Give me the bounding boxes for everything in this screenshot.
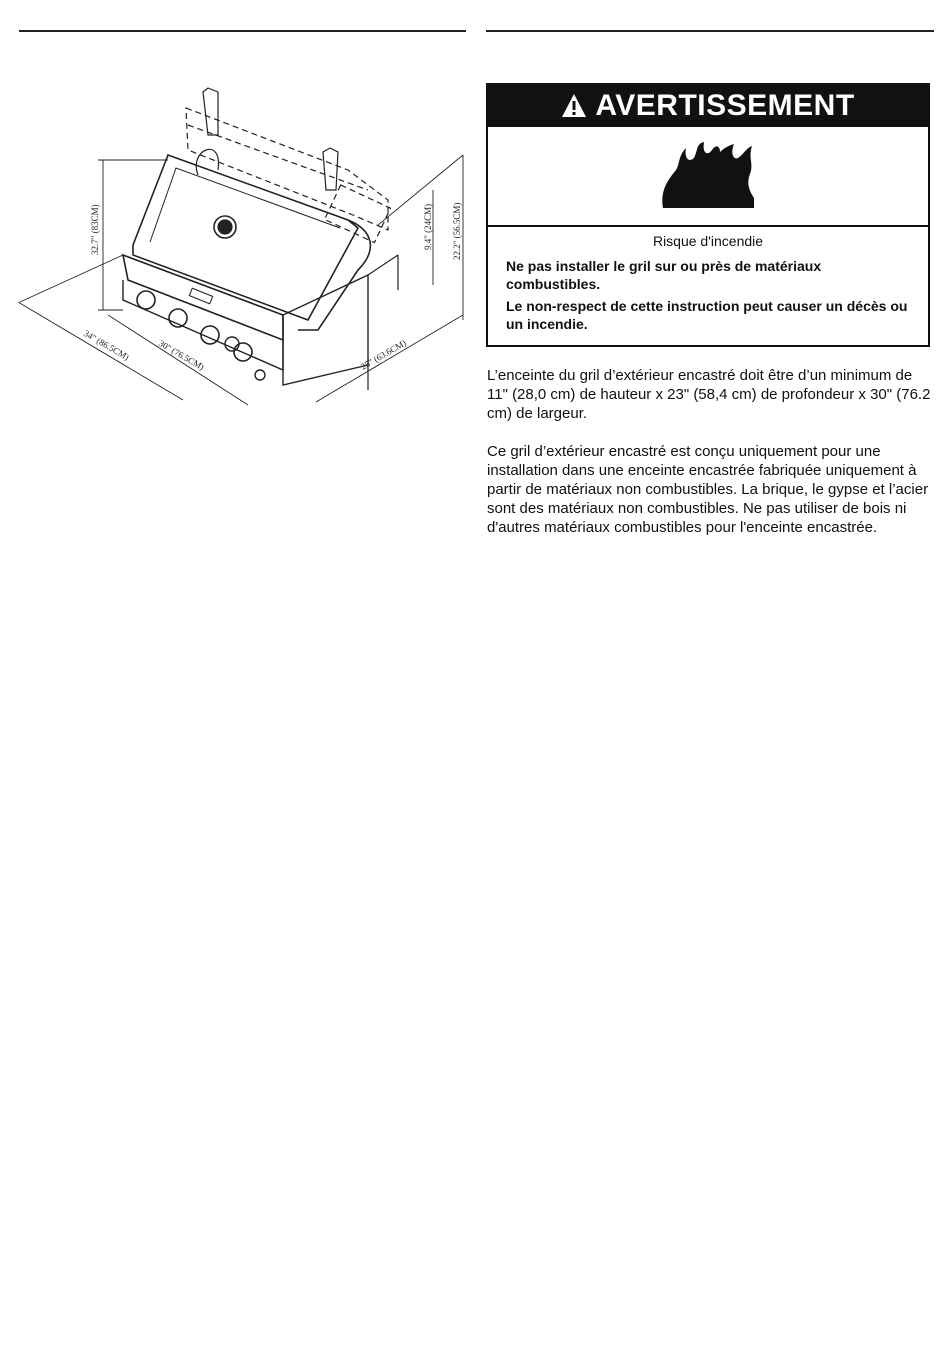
dim-height-lid: 9.4" (24CM) (423, 203, 433, 250)
dim-height-back: 22.2" (56.5CM) (452, 202, 462, 260)
top-rule-right (486, 30, 934, 32)
fire-icon (658, 140, 758, 212)
grill-dimension-diagram (18, 80, 478, 410)
warning-box (486, 83, 930, 347)
dim-height-total: 32.7" (83CM) (90, 204, 100, 255)
enclosure-size-paragraph: L’enceinte du gril d’extérieur encastré doit être d’un minimum de 11" (28,0 cm) de hauteur x 23" (58,4 cm) de profondeur x 30" (76.2 cm) de largeur. (487, 367, 931, 422)
top-rule-left (19, 30, 466, 32)
noncombustible-paragraph: Ce gril d’extérieur encastré est conçu uniquement pour une installation dans une enceinte encastrée fabriquée uniquement à partir de matériaux non combustibles. La brique, le gypse et l’acier sont des matériaux non combustibles. Ne pas utiliser de bois ni d'autres matériaux combustibles pour l'enceinte encastrée. (487, 443, 929, 536)
dim-width-body: 30" (76.5CM) (157, 338, 206, 373)
warning-title: AVERTISSEMENT (595, 89, 855, 122)
warning-triangle-icon (561, 93, 587, 119)
dim-width-total: 34" (86.5CM) (82, 328, 131, 363)
dim-depth: 25" (63.6CM) (359, 337, 408, 372)
warning-header (488, 85, 928, 127)
warning-line-2: Le non-respect de cette instruction peut causer un décès ou un incendie. (506, 298, 908, 332)
flame-area (488, 127, 928, 227)
risk-title: Risque d'incendie (652, 233, 764, 249)
open-lid-outline (186, 108, 391, 243)
warning-line-1: Ne pas installer le gril sur ou près de matériaux combustibles. (506, 258, 822, 292)
